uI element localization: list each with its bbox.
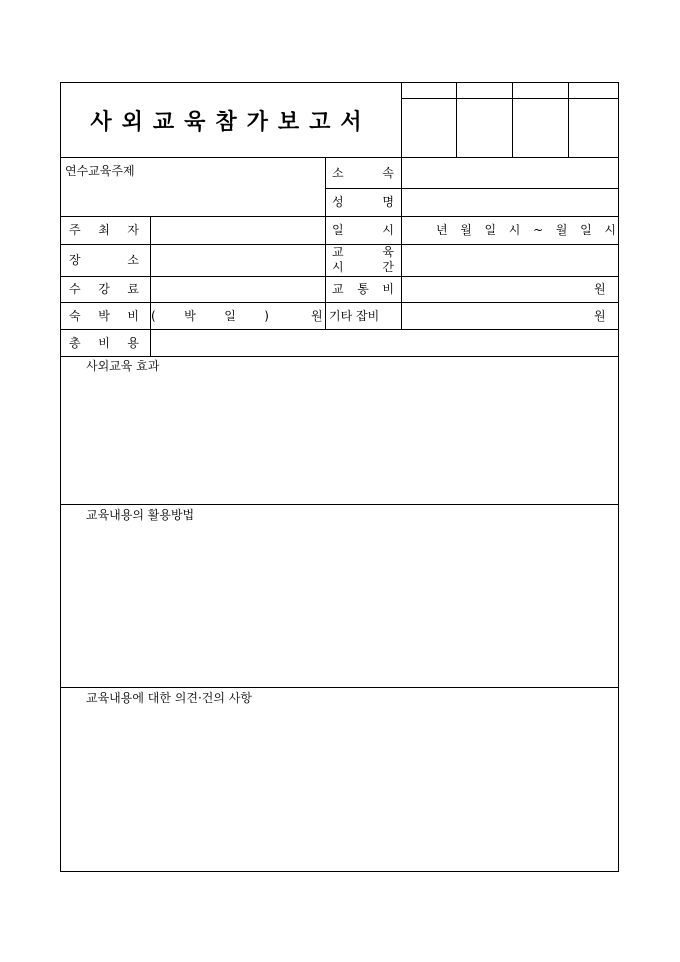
transport-label: 교 통 비 (332, 282, 394, 296)
lodging-label: 숙 박 비 (69, 309, 139, 323)
transport-field[interactable] (402, 277, 592, 302)
effect-section-body[interactable] (61, 375, 619, 503)
section-line (61, 687, 619, 688)
application-section-title: 교육내용의 활용방법 (86, 508, 195, 522)
lodging-field[interactable] (271, 303, 309, 329)
host-label: 주 최 자 (69, 223, 139, 237)
place-field[interactable] (151, 245, 325, 276)
name-label: 성 명 (332, 195, 394, 209)
lodging-won: 원 (311, 309, 323, 323)
opinion-section-body[interactable] (61, 707, 619, 871)
lodging-detail: ( 박 일 ) (151, 309, 269, 323)
other-label: 기타 잡비 (329, 309, 380, 323)
other-won: 원 (594, 309, 606, 323)
form-title: 사외교육참가보고서 (90, 109, 372, 135)
affiliation-field[interactable] (402, 158, 619, 188)
report-form (60, 82, 619, 872)
affiliation-label: 소 속 (332, 166, 394, 180)
topic-field[interactable] (61, 179, 325, 216)
other-field[interactable] (402, 303, 592, 329)
row-line (61, 356, 619, 357)
edu-time-label-top: 교 육 (332, 245, 394, 259)
fee-field[interactable] (151, 277, 325, 302)
host-field[interactable] (151, 217, 325, 244)
fee-label: 수 강 료 (69, 282, 139, 296)
approval-box[interactable] (401, 83, 619, 157)
total-field[interactable] (151, 330, 619, 356)
col-line (325, 157, 326, 329)
name-field[interactable] (402, 189, 619, 216)
section-line (61, 504, 619, 505)
place-label: 장 소 (69, 253, 139, 267)
edu-time-label-bottom: 시 간 (332, 260, 394, 274)
datetime-field[interactable]: 년 월 일 시 ~ 월 일 시 (436, 223, 616, 237)
topic-label: 연수교육주제 (65, 164, 135, 178)
effect-section-title: 사외교육 효과 (86, 359, 160, 373)
application-section-body[interactable] (61, 524, 619, 686)
opinion-section-title: 교육내용에 대한 의견·건의 사항 (86, 691, 252, 705)
datetime-label: 일 시 (332, 223, 394, 237)
total-label: 총 비 용 (69, 336, 139, 350)
transport-won: 원 (594, 282, 606, 296)
edu-time-field[interactable] (402, 245, 619, 276)
row-line (61, 216, 619, 217)
